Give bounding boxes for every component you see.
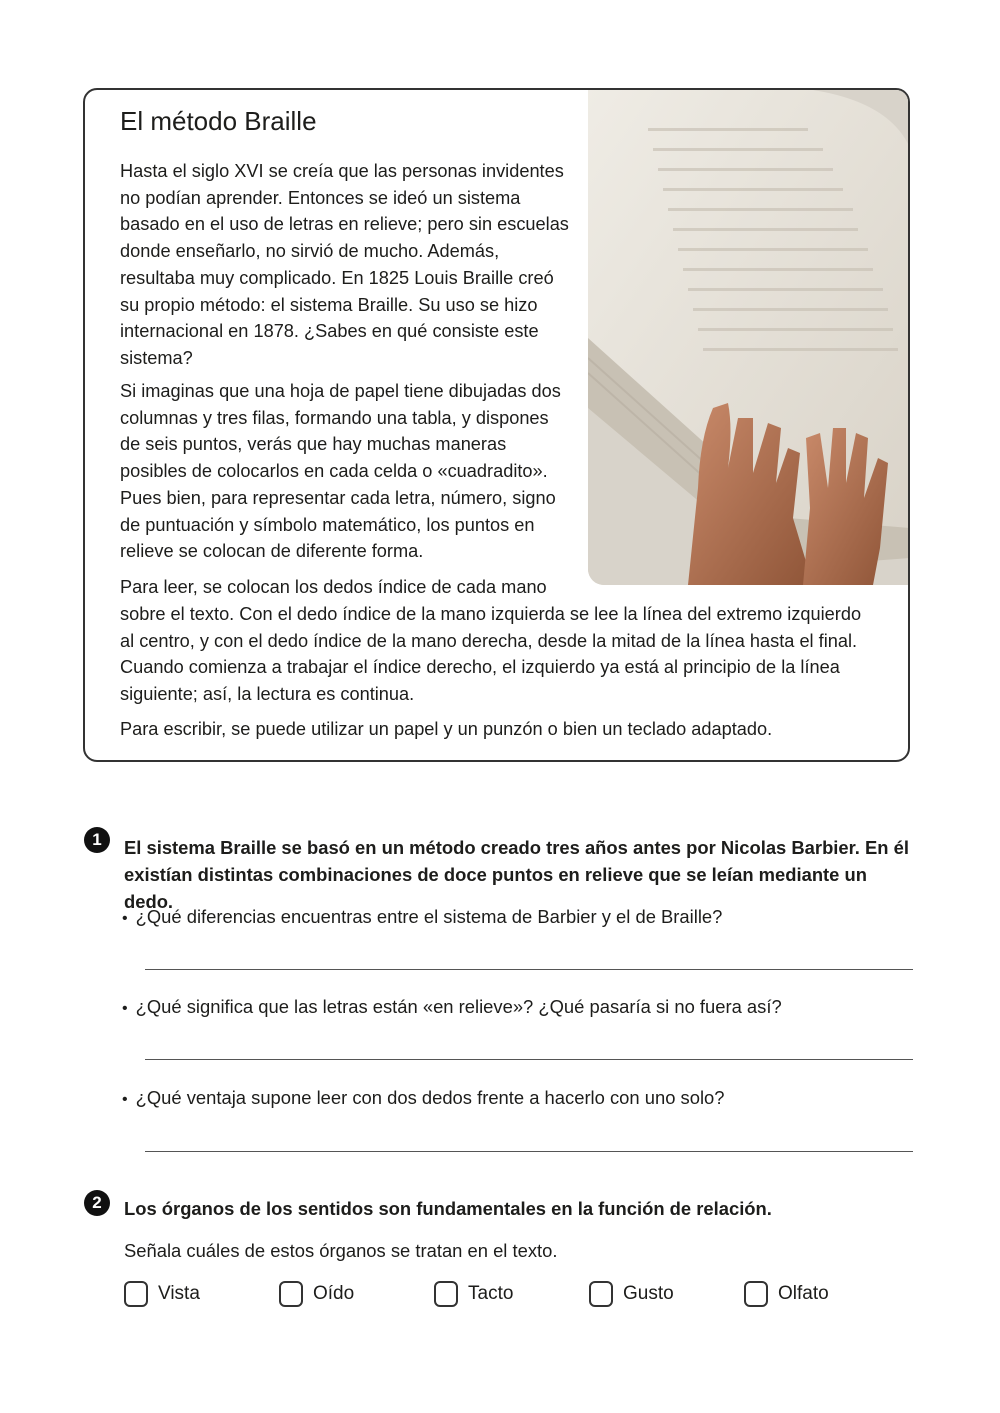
option-label: Gusto xyxy=(623,1283,674,1304)
sense-options xyxy=(124,1281,899,1307)
option-gusto[interactable] xyxy=(589,1281,744,1307)
option-olfato[interactable] xyxy=(744,1281,899,1307)
reading-paragraph-2: Si imaginas que una hoja de papel tiene dibujadas dos columnas y tres filas, formando una tabla, y dispones de seis puntos, verás que hay muchas maneras posibles de colocarlos en cada celda o «cuadradito». Pues bien, para representar cada letra, número, signo de puntuación y símbolo matemático, los puntos en relieve se colocan de diferente forma. xyxy=(120,381,561,562)
bullet-icon: • xyxy=(122,1091,128,1108)
question-1-item-3 xyxy=(122,1087,725,1109)
answer-line-2[interactable] xyxy=(145,1059,913,1060)
option-label: Oído xyxy=(313,1283,355,1304)
question-1-text: El sistema Braille se basó en un método creado tres años antes por Nicolas Barbier. En él existían distintas combinaciones de doce puntos en relieve que se leían mediante un dedo. xyxy=(124,837,909,912)
braille-book-illustration xyxy=(588,88,910,585)
reading-paragraph-3-start: Para leer, se colocan los dedos índice de cada mano xyxy=(120,577,547,597)
question-2-number: 2 xyxy=(84,1190,110,1216)
question-2-text: Los órganos de los sentidos son fundamentales en la función de relación. xyxy=(124,1198,772,1219)
option-label: Tacto xyxy=(468,1283,514,1304)
bullet-icon: • xyxy=(122,1000,128,1017)
option-vista[interactable] xyxy=(124,1281,279,1307)
option-tacto[interactable] xyxy=(434,1281,589,1307)
reading-paragraph-4: Para escribir, se puede utilizar un papel y un punzón o bien un teclado adaptado. xyxy=(120,719,773,739)
reading-title: El método Braille xyxy=(120,106,317,136)
bullet-icon: • xyxy=(122,910,128,927)
checkbox[interactable] xyxy=(744,1281,768,1307)
checkbox[interactable] xyxy=(589,1281,613,1307)
braille-book-photo xyxy=(588,88,910,585)
answer-line-3[interactable] xyxy=(145,1151,913,1152)
option-label: Vista xyxy=(158,1283,200,1304)
question-1-item-2-text: ¿Qué significa que las letras están «en relieve»? ¿Qué pasaría si no fuera así? xyxy=(135,996,782,1017)
reading-box xyxy=(83,88,910,762)
answer-line-1[interactable] xyxy=(145,969,913,970)
question-1-item-1 xyxy=(122,906,722,928)
question-1-number: 1 xyxy=(84,827,110,853)
question-1-item-1-text: ¿Qué diferencias encuentras entre el sistema de Barbier y el de Braille? xyxy=(135,906,723,927)
checkbox[interactable] xyxy=(279,1281,303,1307)
option-label: Olfato xyxy=(778,1283,829,1304)
reading-paragraph-1: Hasta el siglo XVI se creía que las personas invidentes no podían aprender. Entonces se ideó un sistema basado en el uso de letras en relieve; pero sin escuelas donde enseñarlo, no sirvió de mucho. Además, resultaba muy complicado. En 1825 Louis Braille creó su propio método: el sistema Braille. Su uso se hizo internacional en 1878. ¿Sabes en qué consiste este sistema? xyxy=(120,161,569,368)
reading-paragraph-3-rest: sobre el texto. Con el dedo índice de la mano izquierda se lee la línea del extremo izquierdo al centro, y con el dedo índice de la mano derecha, desde la mitad de la línea hasta el final. Cuando comienza a trabajar el índice derecho, el izquierdo ya está al principio de la línea siguiente; así, la lectura es continua. xyxy=(120,604,862,705)
checkbox[interactable] xyxy=(124,1281,148,1307)
question-1-item-3-text: ¿Qué ventaja supone leer con dos dedos frente a hacerlo con uno solo? xyxy=(135,1087,725,1108)
checkbox[interactable] xyxy=(434,1281,458,1307)
question-2-instruction: Señala cuáles de estos órganos se tratan en el texto. xyxy=(124,1240,558,1261)
option-oido[interactable] xyxy=(279,1281,434,1307)
question-1-item-2 xyxy=(122,996,782,1018)
